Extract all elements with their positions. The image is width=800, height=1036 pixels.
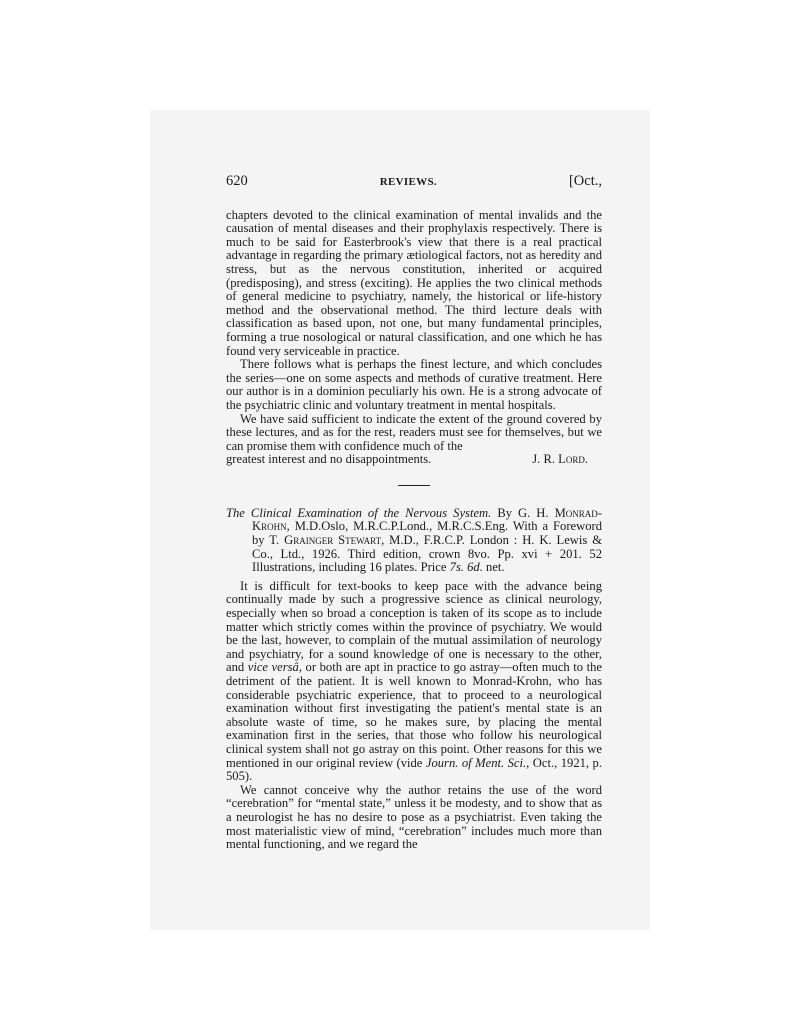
review2-paragraph-2: We cannot conceive why the author retains the use of the word “cerebration” for “mental state,” unless it be modesty, and to show that as a neurologist he has no desire to pose as a psychiatrist. Even taking the most materialistic view of mind, “cerebration” includes much more than mental functioning, and we regard the xyxy=(226,782,602,852)
review1-signature-line xyxy=(226,453,602,467)
review1-closing-paragraph: We have said sufficient to indicate the extent of the ground covered by these lectures, and as for the rest, readers must see for themselves, but we can promise them with confidence much of the xyxy=(226,411,602,453)
author-name: Monrad-Krohn xyxy=(252,505,602,534)
book-price: 7s. 6d. xyxy=(449,560,483,575)
journal-reference: Journ. of Ment. Sci. xyxy=(425,755,527,770)
review1-paragraph-2: There follows what is perhaps the finest lecture, and which concludes the series—one on some aspects and methods of curative treatment. Here our author is in a dominion peculiarly his own. He is a strong advocate of the psychiatric clinic and voluntary treatment in mental hospitals. xyxy=(226,357,602,412)
foreword-author-name: Grainger Stewart xyxy=(284,533,382,548)
author-intro: By G. H. xyxy=(497,505,549,520)
review1-paragraph-1: chapters devoted to the clinical examination of mental invalids and the causation of mental diseases and their prophylaxis respectively. There is much to be said for Easterbrook's view that there is a real practical advantage in regarding the primary ætiological factors, not as heredity and stress, but as the nervous constitution, inherited or acquired (predisposing), and stress (exciting). He applies the two clinical methods of general medicine to psychiatry, namely, the historical or life-history method and the observational method. The third lecture deals with classification as based upon, not one, but many fundamental principles, forming a true nosological or natural classification, and one which he has found very serviceable in practice. xyxy=(226,207,602,358)
page-number: 620 xyxy=(226,173,248,189)
review2-paragraph-1 xyxy=(226,580,602,784)
review1-closing-last-line: greatest interest and no disappointments. xyxy=(226,452,432,467)
running-title: REVIEWS. xyxy=(379,176,437,188)
foreword-degrees: , M.D., F.R.C.P. London : H. K. Lewis & Co., Ltd., 1926. Third edition, crown 8vo. Pp. xvi + 201. 52 Illustrations, including 16 plates. Price xyxy=(252,533,602,575)
section-divider xyxy=(398,485,430,486)
reviewer-signature: J. R. Lord. xyxy=(532,452,588,467)
running-header xyxy=(226,175,602,190)
issue-date: [Oct., xyxy=(568,173,602,189)
review2-p1-part-a: It is difficult for text-books to keep pace with the advance being continually made by such a progressive science as clinical neurology, especially when so broad a conception is taken of its scope as to include matter which strictly comes within the province of psychiatry. We would be the last, however, to complain of the mutual assimilation of neurology and psychiatry, for a sound knowledge of one is necessary to the other, and xyxy=(226,578,602,675)
review2-p1-vice-versa: vice versâ xyxy=(247,660,299,675)
price-suffix: net. xyxy=(486,560,505,575)
review2-p1-part-b: , or both are apt in practice to go astray—often much to the detriment of the patient. It is well known to Monrad-Krohn, who has considerable psychiatric experience, that to proceed to a neurological examination without first investigating the patient's mental state is an absolute waste of time, so he makes sure, by placing the mental examination first in the series, that those who follow his neurological clinical system shall not go astray on this point. Other reasons for this we mentioned in our original review (vide xyxy=(226,660,602,770)
book-title: The Clinical Examination of the Nervous System. xyxy=(226,505,492,520)
article-content xyxy=(226,175,602,852)
review2-p1-part-c: , Oct., 1921, p. 505). xyxy=(226,755,602,784)
review2-citation xyxy=(226,507,602,575)
author-degrees: , M.D.Oslo, M.R.C.P.Lond., M.R.C.S.Eng. With a Foreword by T. xyxy=(252,519,602,548)
